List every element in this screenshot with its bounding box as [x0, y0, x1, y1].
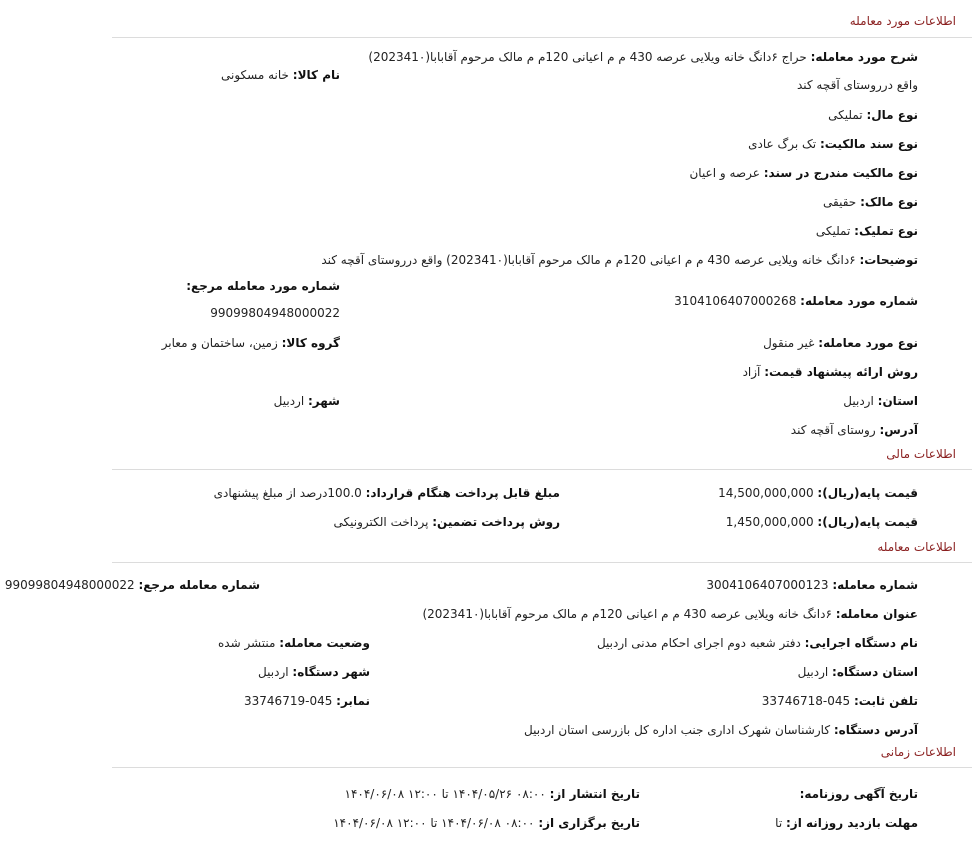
fax-value: 045-33746719	[244, 694, 333, 708]
newspaper-date-row	[800, 785, 918, 803]
agency-address-label: آدرس دستگاه:	[833, 723, 918, 737]
ref-number-value: 99099804948000022	[210, 306, 340, 320]
deal-ref-number-row	[5, 576, 260, 594]
description-row	[321, 251, 918, 269]
section-heading-deal: اطلاعات معامله	[877, 540, 956, 554]
pricing-method-row	[743, 363, 918, 381]
property-type-value: تملیکی	[828, 108, 863, 122]
owner-type-label: نوع مالک:	[860, 195, 918, 209]
acquisition-type-value: تملیکی	[815, 224, 851, 238]
section-heading-financial: اطلاعات مالی	[886, 447, 956, 461]
agency-label: نام دستگاه اجرایی:	[804, 636, 918, 650]
phone-row	[762, 692, 918, 710]
goods-group-row	[162, 334, 340, 352]
item-type-value: غیر منقول	[763, 336, 815, 350]
section-heading-time: اطلاعات زمانی	[880, 745, 956, 759]
base-price-row	[718, 484, 918, 502]
property-type-label: نوع مال:	[866, 108, 918, 122]
agency-address-row	[524, 721, 918, 739]
owner-type-value: حقیقی	[823, 195, 857, 209]
ownership-in-doc-value: عرصه و اعیان	[689, 166, 760, 180]
newspaper-date-label: تاریخ آگهی روزنامه:	[799, 787, 918, 801]
deal-status-row	[218, 634, 370, 652]
item-number-row	[674, 292, 918, 310]
city-value: اردبیل	[273, 394, 305, 408]
section-divider	[112, 767, 972, 768]
publish-date-value: ۰۸:۰۰ ۱۴۰۴/۰۵/۲۶ تا ۱۲:۰۰ ۱۴۰۴/۰۶/۰۸	[344, 787, 546, 801]
agency-value: دفتر شعبه دوم اجرای احکام مدنی اردبیل	[596, 636, 801, 650]
goods-name-row	[221, 66, 340, 84]
payable-label: مبلغ قابل پرداخت هنگام قرارداد:	[365, 486, 560, 500]
deposit-value: 1,450,000,000	[725, 515, 814, 529]
phone-value: 045-33746718	[761, 694, 851, 708]
province-label: استان:	[877, 394, 918, 408]
property-type-row	[828, 106, 918, 124]
section-divider	[112, 37, 972, 38]
goods-name-value: خانه مسکونی	[221, 68, 289, 82]
ownership-doc-label: نوع سند مالکیت:	[819, 137, 918, 151]
base-price-label: قیمت پایه(ریال):	[817, 486, 918, 500]
owner-type-row	[823, 193, 918, 211]
agency-row	[597, 634, 918, 652]
section-divider	[112, 469, 972, 470]
acquisition-type-row	[816, 222, 918, 240]
province-row	[843, 392, 918, 410]
base-price-value: 14,500,000,000	[718, 486, 814, 500]
description-value: ۶دانگ خانه ویلایی عرصه 430 م م اعیانی 120م م مالک مرحوم آقابابا(202341۰) واقع درروستای آقچه کند	[321, 253, 856, 267]
deal-status-label: وضعیت معامله:	[279, 636, 370, 650]
payable-value: 100.0درصد از مبلغ پیشنهادی	[213, 486, 362, 500]
publish-date-label: تاریخ انتشار از:	[549, 787, 640, 801]
hold-date-row	[333, 814, 640, 832]
item-number-label: شماره مورد معامله:	[800, 294, 918, 308]
subject-value-continued: واقع درروستای آقچه کند	[796, 78, 918, 92]
province-value: اردبیل	[843, 394, 874, 408]
ownership-in-doc-row	[689, 164, 918, 182]
item-type-row	[763, 334, 918, 352]
agency-province-row	[798, 663, 918, 681]
hold-date-label: تاریخ برگزاری از:	[538, 816, 640, 830]
city-row	[274, 392, 340, 410]
agency-city-label: شهر دستگاه:	[292, 665, 370, 679]
guarantee-method-row	[334, 513, 560, 531]
acquisition-type-label: نوع تملیک:	[854, 224, 918, 238]
payable-row	[214, 484, 560, 502]
deal-title-row	[422, 605, 918, 623]
section-heading-deal-info: اطلاعات مورد معامله	[849, 14, 956, 28]
pricing-method-label: روش ارائه پیشنهاد قیمت:	[764, 365, 918, 379]
subject-value: حراج ۶دانگ خانه ویلایی عرصه 430 م م اعیانی 120م م مالک مرحوم آقابابا(202341۰)	[368, 50, 807, 64]
agency-city-value: اردبیل	[258, 665, 289, 679]
deal-status-value: منتشر شده	[217, 636, 276, 650]
publish-date-row	[345, 785, 640, 803]
goods-group-value: زمین، ساختمان و معابر	[161, 336, 278, 350]
subject-row-2	[797, 76, 918, 94]
deal-title-value: ۶دانگ خانه ویلایی عرصه 430 م م اعیانی 120م م مالک مرحوم آقابابا(202341۰)	[422, 607, 832, 621]
description-label: توضیحات:	[859, 253, 918, 267]
subject-label: شرح مورد معامله:	[810, 50, 918, 64]
fax-row	[244, 692, 370, 710]
pricing-method-value: آزاد	[742, 365, 761, 379]
address-value: روستای آقچه کند	[790, 423, 876, 437]
visit-deadline-label: مهلت بازدید روزانه از:	[786, 816, 918, 830]
agency-address-value: کارشناسان شهرک اداری جنب اداره کل بازرسی استان اردبیل	[523, 723, 831, 737]
goods-name-label: نام کالا:	[292, 68, 340, 82]
item-type-label: نوع مورد معامله:	[818, 336, 918, 350]
deal-number-row	[706, 576, 918, 594]
agency-province-label: استان دستگاه:	[832, 665, 918, 679]
visit-deadline-row	[775, 814, 918, 832]
ownership-doc-value: تک برگ عادی	[748, 137, 817, 151]
deal-title-label: عنوان معامله:	[835, 607, 918, 621]
phone-label: تلفن ثابت:	[853, 694, 918, 708]
agency-city-row	[258, 663, 370, 681]
subject-row	[368, 48, 918, 66]
address-label: آدرس:	[879, 423, 918, 437]
hold-date-value: ۰۸:۰۰ ۱۴۰۴/۰۶/۰۸ تا ۱۲:۰۰ ۱۴۰۴/۰۶/۰۸	[333, 816, 535, 830]
ref-number-row	[186, 277, 340, 295]
deal-number-label: شماره معامله:	[832, 578, 918, 592]
item-number-value: 3104106407000268	[674, 294, 797, 308]
guarantee-method-value: پرداخت الکترونیکی	[333, 515, 429, 529]
ref-number-label: شماره مورد معامله مرجع:	[186, 279, 340, 293]
ownership-doc-row	[748, 135, 918, 153]
agency-province-value: اردبیل	[797, 665, 829, 679]
fax-label: نمابر:	[336, 694, 370, 708]
section-divider	[112, 562, 972, 563]
city-label: شهر:	[308, 394, 340, 408]
deal-number-value: 3004106407000123	[706, 578, 829, 592]
goods-group-label: گروه کالا:	[281, 336, 340, 350]
guarantee-method-label: روش پرداخت تضمین:	[432, 515, 560, 529]
deposit-row	[726, 513, 918, 531]
deal-ref-number-label: شماره معامله مرجع:	[138, 578, 260, 592]
deal-ref-number-value: 99099804948000022	[4, 578, 135, 592]
ref-number-value-row	[210, 304, 340, 322]
deposit-label: قیمت پایه(ریال):	[817, 515, 918, 529]
address-row	[791, 421, 918, 439]
visit-deadline-value: تا	[775, 816, 783, 830]
ownership-in-doc-label: نوع مالکیت مندرج در سند:	[763, 166, 918, 180]
